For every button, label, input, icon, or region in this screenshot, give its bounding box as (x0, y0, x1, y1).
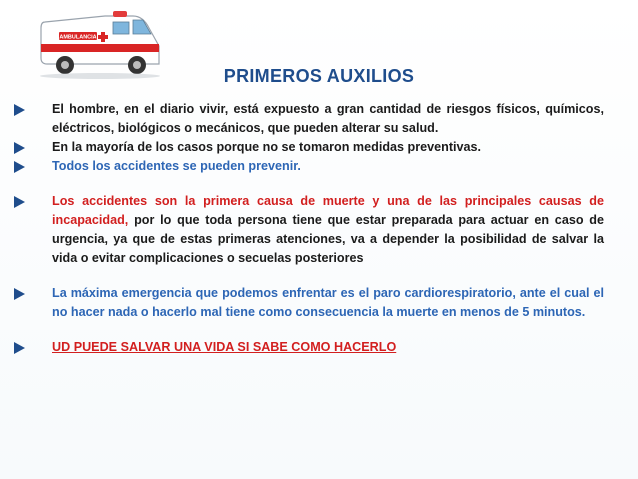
list-item (10, 100, 604, 138)
item-text: Todos los accidentes se pueden prevenir. (52, 159, 301, 173)
bullet-list (10, 100, 604, 357)
right-triangle-icon (14, 342, 25, 354)
item-text: El hombre, en el diario vivir, está expuesto a gran cantidad de riesgos físicos, químicos, eléctricos, biológicos o mecánicos, que pueden alterar su salud. (52, 102, 604, 135)
list-item (10, 157, 604, 176)
list-item (10, 338, 604, 357)
spacer (10, 322, 604, 338)
item-text-highlight: Los accidentes son la primera causa de muerte y una de las principales causas de incapacidad, (52, 194, 604, 227)
right-triangle-icon (14, 142, 25, 154)
list-item (10, 192, 604, 268)
item-text: En la mayoría de los casos porque no se tomaron medidas preventivas. (52, 140, 482, 154)
right-triangle-icon (14, 196, 25, 208)
list-item (10, 138, 604, 157)
right-triangle-icon (14, 288, 25, 300)
item-text: por lo que toda persona tiene que estar preparada para actuar en caso de urgencia, ya que de estas primeras atenciones, va a depender la posibilidad de salvar la vida o evitar complicaciones o secuelas posteriores (52, 213, 604, 265)
spacer (10, 268, 604, 284)
right-triangle-icon (14, 161, 25, 173)
ambulance-label: AMBULANCIA (59, 34, 97, 41)
item-text: UD PUEDE SALVAR UNA VIDA SI SABE COMO HACERLO (52, 340, 397, 354)
right-triangle-icon (14, 104, 25, 116)
list-item (10, 284, 604, 322)
spacer (10, 176, 604, 192)
slide-title: PRIMEROS AUXILIOS (223, 66, 415, 86)
item-text: La máxima emergencia que podemos enfrentar es el paro cardiorespiratorio, ante el cual el no hacer nada o hacerlo mal tiene como consecuencia la muerte en menos de 5 minutos. (52, 286, 604, 319)
